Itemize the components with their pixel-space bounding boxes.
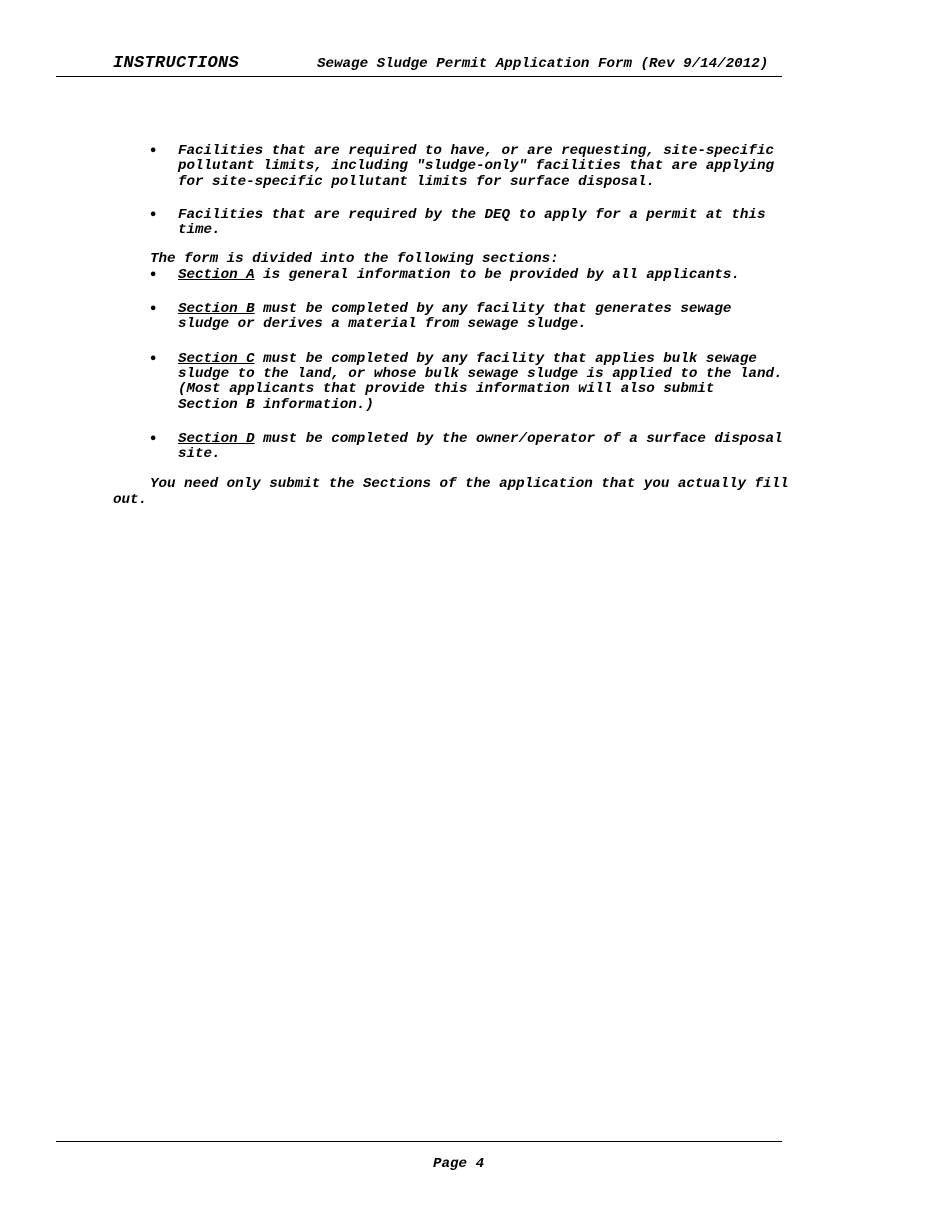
sections-intro: The form is divided into the following sections: xyxy=(150,251,559,268)
section-d-item xyxy=(113,432,853,463)
footer-divider xyxy=(56,1141,782,1142)
section-a-ref: Section A xyxy=(178,266,255,283)
section-title: INSTRUCTIONS xyxy=(113,54,240,73)
bullet-icon: • xyxy=(149,351,158,367)
section-d-ref: Section D xyxy=(178,430,255,447)
list-item-text: Facilities that are required by the DEQ to apply for a permit at this time. xyxy=(178,206,766,239)
applicability-list xyxy=(113,144,853,238)
page-header xyxy=(56,52,782,77)
section-d-text: must be completed by the owner/operator of a surface disposal site. xyxy=(178,430,783,463)
list-item xyxy=(113,208,853,239)
page-number: Page 4 xyxy=(433,1156,485,1172)
bullet-icon: • xyxy=(149,267,158,283)
bullet-icon: • xyxy=(149,144,158,159)
section-b-ref: Section B xyxy=(178,301,255,318)
list-item-text: Facilities that are required to have, or are requesting, site-specific pollutant limits, including "sludge-only" facilities that are applying for site-specific pollutant limits for surface disposal. xyxy=(178,143,774,190)
form-title: Sewage Sludge Permit Application Form (Rev 9/14/2012) xyxy=(317,56,769,72)
list-item xyxy=(113,144,853,190)
bullet-icon: • xyxy=(149,302,158,318)
section-b-text: must be completed by any facility that generates sewage sludge or derives a material from sewage sludge. xyxy=(178,301,732,333)
sections-list xyxy=(113,268,853,463)
bullet-icon: • xyxy=(149,207,158,223)
section-b-item xyxy=(113,302,853,333)
section-a-text: is general information to be provided by all applicants. xyxy=(254,266,740,283)
section-c-ref: Section C xyxy=(178,350,255,367)
section-c-text: must be completed by any facility that applies bulk sewage sludge to the land, or whose bulk sewage sludge is applied to the land. (Most applicants that provide this information will also submit Section B information.) xyxy=(178,350,783,413)
section-a-item xyxy=(113,268,853,283)
section-c-item xyxy=(113,352,853,413)
instructions-body xyxy=(113,144,853,508)
bullet-icon: • xyxy=(149,431,158,447)
closing-note: You need only submit the Sections of the application that you actually fill out. xyxy=(113,476,789,508)
